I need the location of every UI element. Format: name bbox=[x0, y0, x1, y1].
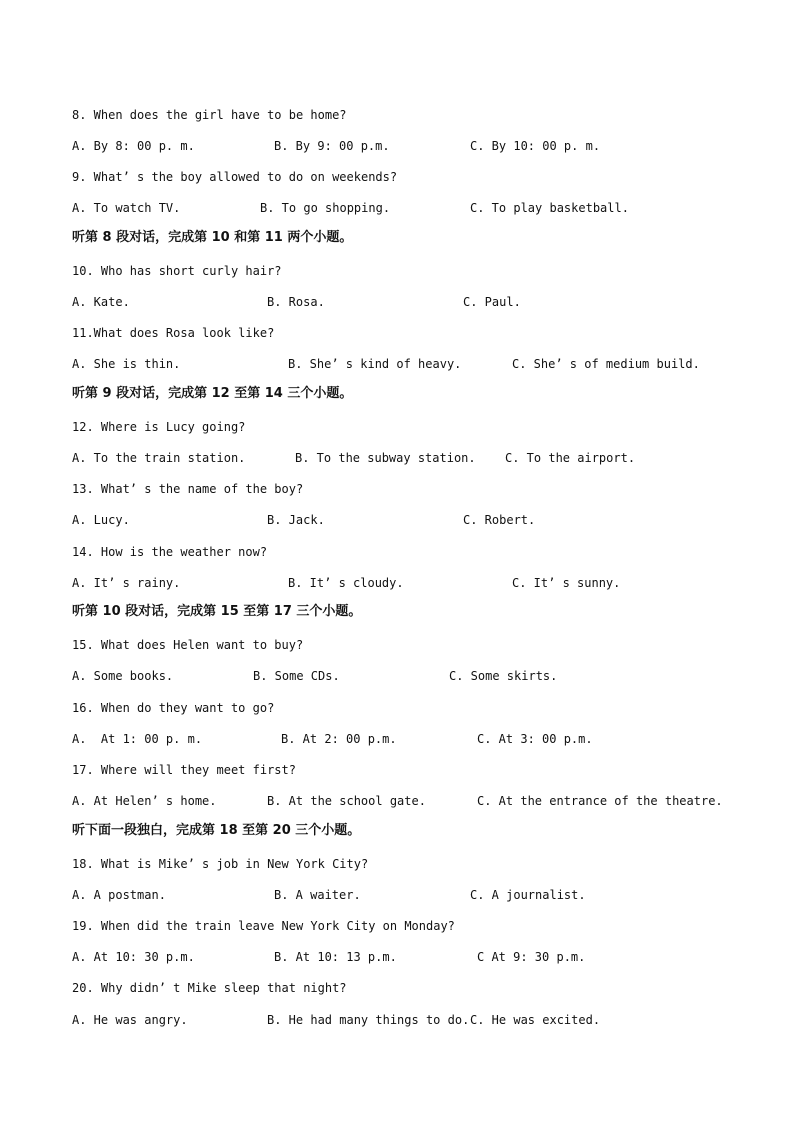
option-c: C. To play basketball. bbox=[470, 201, 629, 215]
option-b: B. Some CDs. bbox=[253, 669, 340, 683]
option-b: B. She’ s kind of heavy. bbox=[288, 357, 462, 371]
answer-options bbox=[72, 1012, 754, 1028]
answer-options bbox=[72, 949, 754, 965]
answer-options bbox=[72, 200, 754, 216]
option-b: B. To go shopping. bbox=[260, 201, 391, 215]
option-a: A. She is thin. bbox=[72, 357, 181, 371]
option-c: C. It’ s sunny. bbox=[512, 576, 621, 590]
answer-options bbox=[72, 450, 754, 466]
answer-options bbox=[72, 887, 754, 903]
question-text: 16. When do they want to go? bbox=[72, 701, 275, 715]
option-c: C. Some skirts. bbox=[449, 669, 558, 683]
section-heading: 听下面一段独白，完成第 18 至第 20 三个小题。 bbox=[72, 823, 361, 838]
option-c: C At 9: 30 p.m. bbox=[477, 950, 586, 964]
answer-options bbox=[72, 138, 754, 154]
question-text: 13. What’ s the name of the boy? bbox=[72, 482, 304, 496]
option-b: B. Rosa. bbox=[267, 295, 325, 309]
option-c: C. She’ s of medium build. bbox=[512, 357, 700, 371]
option-b: B. To the subway station. bbox=[295, 451, 476, 465]
question-text: 14. How is the weather now? bbox=[72, 545, 268, 559]
option-b: B. Jack. bbox=[267, 513, 325, 527]
option-c: C. To the airport. bbox=[505, 451, 636, 465]
answer-options bbox=[72, 356, 754, 372]
answer-options bbox=[72, 668, 754, 684]
section-heading: 听第 8 段对话，完成第 10 和第 11 两个小题。 bbox=[72, 230, 353, 245]
option-b: B. He had many things to do. bbox=[267, 1013, 470, 1027]
question-text: 10. Who has short curly hair? bbox=[72, 264, 282, 278]
option-b: B. At 10: 13 p.m. bbox=[274, 950, 397, 964]
answer-options bbox=[72, 731, 754, 747]
option-a: A. To watch TV. bbox=[72, 201, 181, 215]
option-c: C. Robert. bbox=[463, 513, 536, 527]
question-text: 15. What does Helen want to buy? bbox=[72, 638, 304, 652]
question-text: 19. When did the train leave New York City on Monday? bbox=[72, 919, 455, 933]
question-text: 18. What is Mike’ s job in New York City? bbox=[72, 857, 369, 871]
option-b: B. At the school gate. bbox=[267, 794, 426, 808]
question-text: 12. Where is Lucy going? bbox=[72, 420, 246, 434]
option-b: B. By 9: 00 p.m. bbox=[274, 139, 390, 153]
answer-options bbox=[72, 793, 754, 809]
option-a: A. A postman. bbox=[72, 888, 166, 902]
question-text: 11.What does Rosa look like? bbox=[72, 326, 275, 340]
answer-options bbox=[72, 294, 754, 310]
option-c: C. A journalist. bbox=[470, 888, 586, 902]
answer-options bbox=[72, 512, 754, 528]
question-text: 20. Why didn’ t Mike sleep that night? bbox=[72, 981, 347, 995]
option-c: C. At 3: 00 p.m. bbox=[477, 732, 593, 746]
question-text: 8. When does the girl have to be home? bbox=[72, 108, 347, 122]
option-b: B. It’ s cloudy. bbox=[288, 576, 404, 590]
option-a: A. Some books. bbox=[72, 669, 174, 683]
option-a: A. Kate. bbox=[72, 295, 130, 309]
option-a: A. At 10: 30 p.m. bbox=[72, 950, 195, 964]
option-c: C. Paul. bbox=[463, 295, 521, 309]
option-b: B. At 2: 00 p.m. bbox=[281, 732, 397, 746]
option-b: B. A waiter. bbox=[274, 888, 361, 902]
option-a: A. At Helen’ s home. bbox=[72, 794, 217, 808]
section-heading: 听第 9 段对话，完成第 12 至第 14 三个小题。 bbox=[72, 386, 353, 401]
option-a: A. By 8: 00 p. m. bbox=[72, 139, 195, 153]
option-c: C. By 10: 00 p. m. bbox=[470, 139, 601, 153]
question-text: 17. Where will they meet first? bbox=[72, 763, 296, 777]
option-c: C. He was excited. bbox=[470, 1013, 601, 1027]
option-a: A. It’ s rainy. bbox=[72, 576, 181, 590]
option-a: A. At 1: 00 p. m. bbox=[72, 732, 203, 746]
option-c: C. At the entrance of the theatre. bbox=[477, 794, 723, 808]
section-heading: 听第 10 段对话，完成第 15 至第 17 三个小题。 bbox=[72, 604, 362, 619]
question-text: 9. What’ s the boy allowed to do on weekends? bbox=[72, 170, 398, 184]
option-a: A. To the train station. bbox=[72, 451, 246, 465]
answer-options bbox=[72, 575, 754, 591]
option-a: A. He was angry. bbox=[72, 1013, 188, 1027]
option-a: A. Lucy. bbox=[72, 513, 130, 527]
